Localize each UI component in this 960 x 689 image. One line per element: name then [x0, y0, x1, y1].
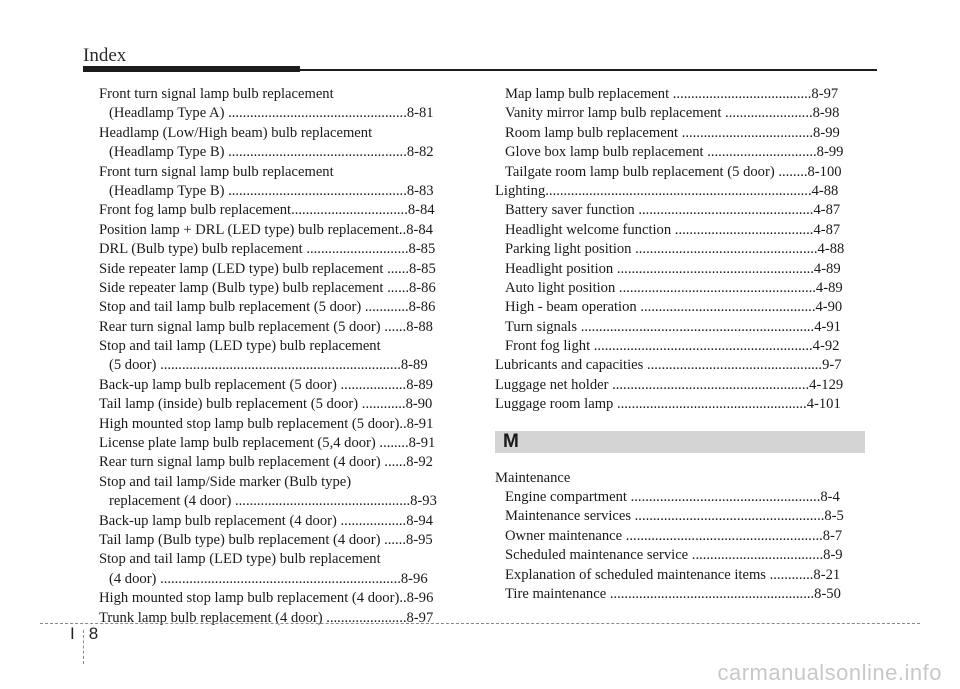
index-entry: Front turn signal lamp bulb replacement: [99, 163, 334, 180]
index-entry: Lubricants and capacities ................................................9-7: [495, 357, 842, 374]
index-right-bottom-list: [495, 469, 865, 605]
index-entry: High - beam operation ................................................4-90: [505, 299, 843, 316]
index-entry: Front fog lamp bulb replacement................................8-84: [99, 202, 435, 219]
index-entry: Turn signals ................................................................4-91: [505, 318, 841, 335]
index-entry: Back-up lamp bulb replacement (4 door) ..................8-94: [99, 512, 433, 529]
index-entry: Lighting.........................................................................4-88: [495, 182, 839, 199]
index-entry: (Headlamp Type A) .................................................8-81: [109, 105, 434, 122]
index-entry: Rear turn signal lamp bulb replacement (5 door) ......8-88: [99, 318, 433, 335]
index-entry: Owner maintenance ......................................................8-7: [505, 527, 843, 544]
index-entry: Front fog light ............................................................4-92: [505, 338, 840, 355]
index-entry: replacement (4 door) ................................................8-93: [109, 493, 437, 510]
index-entry: Tire maintenance ........................................................8-50: [505, 585, 841, 602]
index-entry: Headlamp (Low/High beam) bulb replacement: [99, 124, 373, 141]
index-entry: Headlight welcome function ......................................4-87: [505, 221, 841, 238]
index-entry: Stop and tail lamp (LED type) bulb replacement: [99, 551, 381, 568]
index-entry: Room lamp bulb replacement ....................................8-99: [505, 124, 840, 141]
index-entry: Maintenance: [495, 469, 571, 486]
index-entry: Luggage room lamp ....................................................4-101: [495, 396, 841, 413]
index-entry: Front turn signal lamp bulb replacement: [99, 86, 334, 102]
index-entry: Trunk lamp bulb replacement (4 door) ......................8-97: [99, 609, 434, 626]
section-header-m: [495, 431, 865, 453]
footer-dashed-rule: [40, 623, 920, 624]
page-index: 8: [88, 624, 99, 643]
index-entry: DRL (Bulb type) bulb replacement ............................8-85: [99, 241, 436, 258]
page-number: [70, 624, 98, 644]
index-entry: (5 door) ..................................................................8-89: [109, 357, 428, 374]
index-entry: Vanity mirror lamp bulb replacement ........................8-98: [505, 105, 840, 122]
index-entry: Back-up lamp bulb replacement (5 door) ..................8-89: [99, 376, 433, 393]
index-entry: Rear turn signal lamp bulb replacement (4 door) ......8-92: [99, 454, 433, 471]
index-entry: Stop and tail lamp (LED type) bulb replacement: [99, 338, 381, 355]
index-entry: Explanation of scheduled maintenance items ............8-21: [505, 566, 841, 583]
index-entry: Auto light position ......................................................4-89: [505, 279, 843, 296]
index-entry: Engine compartment ....................................................8-4: [505, 489, 840, 506]
index-entry: Scheduled maintenance service ....................................8-9: [505, 547, 843, 564]
page-title: Index: [83, 45, 127, 66]
index-left-column: [99, 85, 464, 628]
index-entry: Side repeater lamp (Bulb type) bulb replacement ......8-86: [99, 279, 436, 296]
index-entry: Position lamp + DRL (LED type) bulb replacement..8-84: [99, 221, 433, 238]
index-entry: (Headlamp Type B) .................................................8-82: [109, 144, 434, 161]
index-entry: Headlight position ......................................................4-89: [505, 260, 841, 277]
index-entry: Side repeater lamp (LED type) bulb replacement ......8-85: [99, 260, 436, 277]
index-right-column: [495, 85, 865, 604]
index-entry: Maintenance services ....................................................8-5: [505, 508, 844, 525]
index-entry: Glove box lamp bulb replacement ..............................8-99: [505, 144, 844, 161]
section-letter: M: [503, 430, 519, 452]
index-entry: Luggage net holder ......................................................4-129: [495, 376, 844, 393]
header-bar: [83, 66, 300, 72]
index-entry: High mounted stop lamp bulb replacement (5 door)..8-91: [99, 415, 434, 432]
index-entry: Tailgate room lamp bulb replacement (5 door) ........8-100: [505, 163, 842, 180]
index-entry: Map lamp bulb replacement ......................................8-97: [505, 86, 839, 102]
watermark: carmanualsonline.info: [717, 660, 942, 685]
header-rule: [300, 69, 877, 71]
page-section: I: [70, 624, 75, 643]
index-entry: Tail lamp (Bulb type) bulb replacement (4 door) ......8-95: [99, 531, 433, 548]
index-entry: Stop and tail lamp/Side marker (Bulb type): [99, 473, 352, 490]
index-entry: License plate lamp bulb replacement (5,4 door) ........8-91: [99, 435, 436, 452]
index-right-top-list: [495, 85, 865, 415]
index-entry: Battery saver function ................................................4-87: [505, 202, 841, 219]
index-entry: Parking light position ..................................................4-88: [505, 241, 845, 258]
index-entry: Tail lamp (inside) bulb replacement (5 door) ............8-90: [99, 396, 433, 413]
index-entry: (Headlamp Type B) .................................................8-83: [109, 182, 434, 199]
index-entry: Stop and tail lamp bulb replacement (5 door) ............8-86: [99, 299, 436, 316]
index-entry: High mounted stop lamp bulb replacement (4 door)..8-96: [99, 590, 434, 607]
index-entry: (4 door) ..................................................................8-96: [109, 570, 428, 587]
